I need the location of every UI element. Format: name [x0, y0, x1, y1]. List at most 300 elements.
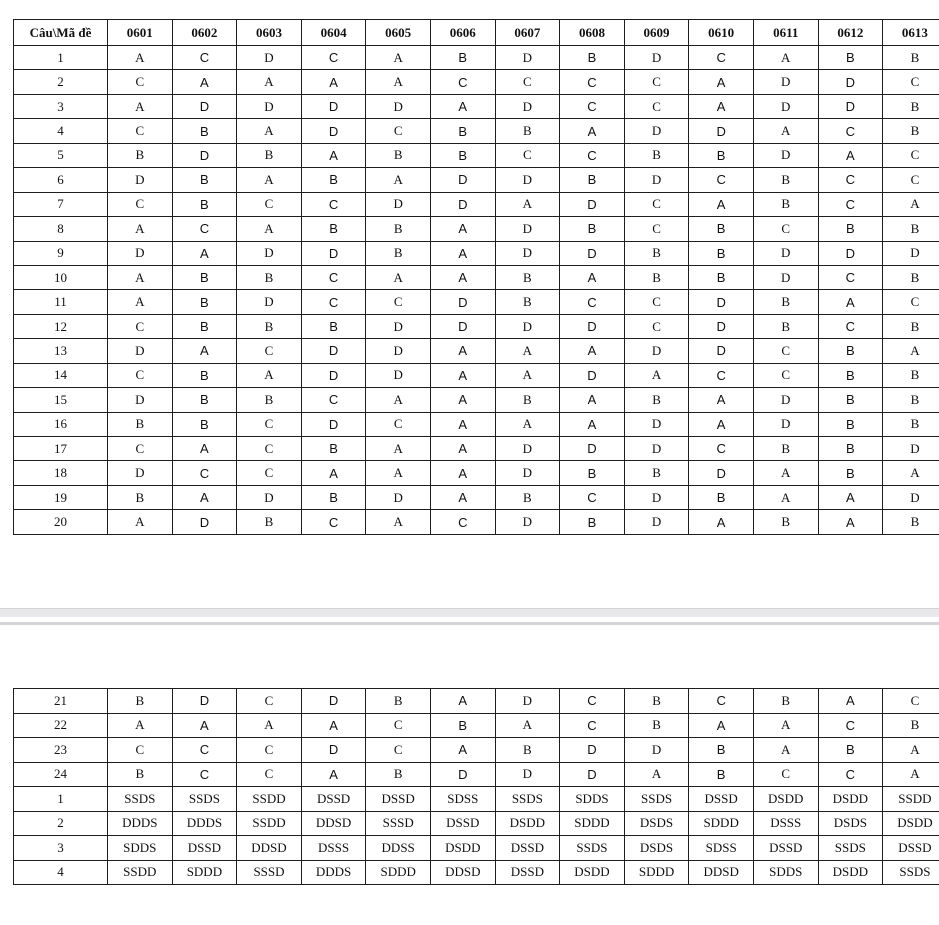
answer-cell: A	[237, 70, 302, 94]
answer-cell: B	[560, 217, 625, 241]
question-number: 14	[14, 363, 108, 387]
exam-code-header: 0605	[366, 20, 431, 46]
answer-cell: C	[753, 762, 818, 787]
question-number: 24	[14, 762, 108, 787]
answer-cell: D	[301, 738, 366, 763]
answer-cell: DSSD	[883, 836, 939, 861]
answer-cell: B	[495, 485, 560, 509]
answer-table-bottom	[13, 688, 939, 885]
question-number: 11	[14, 290, 108, 314]
answer-cell: B	[689, 217, 754, 241]
answer-cell: D	[495, 241, 560, 265]
answer-cell: D	[366, 485, 431, 509]
answer-cell: C	[689, 689, 754, 714]
answer-cell: A	[430, 241, 495, 265]
answer-cell: C	[560, 689, 625, 714]
answer-cell: A	[818, 143, 883, 167]
answer-cell: D	[366, 339, 431, 363]
question-number: 4	[14, 119, 108, 143]
answer-cell: B	[172, 388, 237, 412]
question-number: 6	[14, 168, 108, 192]
answer-cell: B	[883, 119, 939, 143]
answer-cell: D	[560, 314, 625, 338]
answer-cell: SDSS	[430, 787, 495, 812]
answer-cell: D	[818, 70, 883, 94]
answer-cell: SSDS	[818, 836, 883, 861]
answer-cell: C	[108, 192, 173, 216]
answer-cell: B	[624, 461, 689, 485]
answer-cell: D	[495, 168, 560, 192]
answer-cell: C	[883, 689, 939, 714]
answer-cell: C	[366, 290, 431, 314]
answer-cell: B	[624, 689, 689, 714]
table-row	[14, 836, 939, 861]
answer-cell: D	[753, 70, 818, 94]
table-row	[14, 143, 939, 167]
answer-cell: A	[495, 412, 560, 436]
answer-cell: B	[560, 510, 625, 534]
answer-cell: B	[624, 388, 689, 412]
answer-cell: D	[495, 46, 560, 70]
answer-cell: B	[624, 713, 689, 738]
answer-cell: D	[883, 485, 939, 509]
answer-cell: A	[108, 94, 173, 118]
answer-cell: A	[495, 363, 560, 387]
answer-cell: A	[818, 510, 883, 534]
exam-code-header: 0609	[624, 20, 689, 46]
answer-cell: D	[753, 388, 818, 412]
answer-cell: C	[172, 217, 237, 241]
answer-cell: B	[495, 290, 560, 314]
answer-cell: SSSD	[237, 860, 302, 885]
question-number: 12	[14, 314, 108, 338]
answer-cell: A	[883, 192, 939, 216]
answer-cell: D	[237, 485, 302, 509]
answer-cell: C	[818, 265, 883, 289]
answer-cell: D	[883, 437, 939, 461]
answer-cell: C	[495, 143, 560, 167]
corner-header: Câu\Mã đề	[14, 20, 108, 46]
answer-cell: A	[366, 388, 431, 412]
answer-cell: C	[366, 412, 431, 436]
answer-cell: C	[818, 168, 883, 192]
answer-cell: C	[366, 713, 431, 738]
answer-rows-top	[14, 46, 939, 535]
answer-cell: B	[430, 46, 495, 70]
question-number: 7	[14, 192, 108, 216]
answer-cell: B	[560, 46, 625, 70]
answer-cell: C	[560, 143, 625, 167]
answer-cell: B	[172, 314, 237, 338]
table-row	[14, 689, 939, 714]
answer-cell: A	[430, 461, 495, 485]
answer-cell: D	[624, 119, 689, 143]
answer-cell: D	[108, 339, 173, 363]
answer-cell: D	[237, 241, 302, 265]
answer-cell: DSSD	[753, 836, 818, 861]
answer-cell: D	[430, 762, 495, 787]
answer-cell: D	[495, 461, 560, 485]
answer-cell: D	[366, 314, 431, 338]
answer-cell: B	[689, 485, 754, 509]
answer-cell: DDDS	[108, 811, 173, 836]
answer-cell: A	[430, 738, 495, 763]
answer-cell: A	[237, 713, 302, 738]
table-row	[14, 168, 939, 192]
answer-cell: C	[301, 388, 366, 412]
answer-rows-bottom	[14, 689, 939, 885]
answer-cell: D	[753, 143, 818, 167]
answer-cell: C	[108, 738, 173, 763]
answer-cell: D	[108, 241, 173, 265]
answer-cell: B	[818, 339, 883, 363]
answer-cell: B	[366, 241, 431, 265]
answer-cell: B	[366, 689, 431, 714]
answer-cell: SSDS	[495, 787, 560, 812]
table-row	[14, 363, 939, 387]
answer-cell: B	[883, 388, 939, 412]
answer-cell: B	[883, 314, 939, 338]
answer-cell: B	[689, 738, 754, 763]
table-row	[14, 461, 939, 485]
answer-cell: C	[624, 217, 689, 241]
answer-cell: C	[366, 119, 431, 143]
answer-cell: B	[818, 461, 883, 485]
answer-cell: A	[560, 412, 625, 436]
answer-cell: B	[172, 119, 237, 143]
answer-cell: D	[495, 217, 560, 241]
answer-cell: A	[366, 510, 431, 534]
answer-cell: A	[883, 762, 939, 787]
answer-cell: C	[883, 70, 939, 94]
answer-cell: D	[108, 168, 173, 192]
answer-cell: D	[366, 363, 431, 387]
answer-cell: A	[108, 265, 173, 289]
answer-cell: SDSS	[689, 836, 754, 861]
answer-cell: C	[624, 94, 689, 118]
answer-cell: A	[883, 461, 939, 485]
answer-cell: DSDS	[818, 811, 883, 836]
answer-cell: A	[689, 412, 754, 436]
answer-cell: C	[237, 738, 302, 763]
answer-cell: A	[108, 290, 173, 314]
answer-cell: D	[624, 412, 689, 436]
answer-cell: A	[172, 437, 237, 461]
table-row	[14, 46, 939, 70]
answer-cell: B	[172, 168, 237, 192]
answer-cell: B	[301, 168, 366, 192]
question-number: 9	[14, 241, 108, 265]
answer-cell: SDDD	[172, 860, 237, 885]
answer-cell: A	[689, 510, 754, 534]
answer-cell: DSDD	[430, 836, 495, 861]
answer-cell: D	[495, 762, 560, 787]
answer-cell: A	[172, 339, 237, 363]
answer-cell: A	[430, 485, 495, 509]
answer-cell: C	[237, 762, 302, 787]
answer-cell: D	[624, 485, 689, 509]
answer-cell: B	[624, 143, 689, 167]
answer-cell: D	[560, 762, 625, 787]
answer-cell: B	[172, 192, 237, 216]
answer-cell: D	[689, 314, 754, 338]
answer-cell: D	[430, 290, 495, 314]
answer-cell: A	[430, 412, 495, 436]
answer-cell: B	[108, 412, 173, 436]
question-number: 13	[14, 339, 108, 363]
answer-cell: A	[301, 461, 366, 485]
answer-cell: B	[689, 143, 754, 167]
answer-cell: B	[301, 437, 366, 461]
answer-cell: B	[818, 46, 883, 70]
answer-cell: A	[301, 713, 366, 738]
answer-cell: C	[560, 713, 625, 738]
answer-cell: D	[818, 241, 883, 265]
answer-cell: C	[237, 461, 302, 485]
answer-cell: D	[560, 192, 625, 216]
answer-cell: B	[689, 762, 754, 787]
answer-cell: B	[366, 217, 431, 241]
answer-cell: D	[108, 388, 173, 412]
answer-cell: A	[689, 94, 754, 118]
answer-cell: A	[689, 713, 754, 738]
answer-cell: D	[495, 94, 560, 118]
answer-cell: SDDS	[560, 787, 625, 812]
question-number: 22	[14, 713, 108, 738]
answer-cell: C	[237, 192, 302, 216]
question-number: 4	[14, 860, 108, 885]
answer-cell: C	[753, 339, 818, 363]
answer-cell: DDSD	[689, 860, 754, 885]
table-row	[14, 241, 939, 265]
answer-cell: SDDS	[753, 860, 818, 885]
answer-cell: B	[237, 510, 302, 534]
answer-cell: B	[883, 510, 939, 534]
answer-cell: B	[237, 143, 302, 167]
answer-cell: D	[172, 94, 237, 118]
answer-cell: D	[624, 168, 689, 192]
answer-cell: D	[689, 119, 754, 143]
answer-cell: A	[430, 437, 495, 461]
answer-cell: DSSS	[301, 836, 366, 861]
answer-cell: A	[430, 339, 495, 363]
table-row	[14, 192, 939, 216]
answer-cell: SDDD	[624, 860, 689, 885]
answer-cell: C	[560, 70, 625, 94]
answer-cell: SSDD	[237, 787, 302, 812]
question-number: 19	[14, 485, 108, 509]
answer-cell: B	[366, 143, 431, 167]
answer-cell: A	[689, 192, 754, 216]
answer-cell: SSSD	[366, 811, 431, 836]
answer-cell: C	[237, 437, 302, 461]
answer-cell: DSSD	[430, 811, 495, 836]
page-separator-line	[0, 622, 939, 625]
answer-cell: A	[753, 119, 818, 143]
answer-cell: A	[172, 241, 237, 265]
answer-cell: B	[430, 119, 495, 143]
answer-cell: B	[237, 314, 302, 338]
answer-cell: DSDD	[883, 811, 939, 836]
answer-cell: D	[560, 241, 625, 265]
answer-cell: A	[753, 738, 818, 763]
answer-cell: C	[301, 265, 366, 289]
answer-cell: A	[172, 713, 237, 738]
answer-cell: SSDS	[108, 787, 173, 812]
answer-cell: C	[108, 119, 173, 143]
answer-cell: C	[108, 363, 173, 387]
exam-code-header: 0601	[108, 20, 173, 46]
answer-cell: D	[301, 363, 366, 387]
answer-cell: DSSD	[495, 860, 560, 885]
exam-code-header: 0603	[237, 20, 302, 46]
answer-cell: DDSS	[366, 836, 431, 861]
answer-cell: C	[366, 738, 431, 763]
answer-cell: D	[301, 241, 366, 265]
answer-cell: B	[753, 168, 818, 192]
table-row	[14, 339, 939, 363]
exam-code-header: 0602	[172, 20, 237, 46]
answer-cell: SDDD	[689, 811, 754, 836]
answer-cell: D	[753, 241, 818, 265]
answer-cell: D	[108, 461, 173, 485]
answer-table-top	[13, 19, 939, 535]
answer-cell: B	[495, 265, 560, 289]
answer-cell: C	[753, 363, 818, 387]
question-number: 15	[14, 388, 108, 412]
answer-cell: B	[430, 143, 495, 167]
table-row	[14, 860, 939, 885]
answer-cell: C	[560, 485, 625, 509]
answer-cell: DSDS	[624, 811, 689, 836]
answer-cell: C	[818, 314, 883, 338]
answer-cell: A	[818, 290, 883, 314]
answer-cell: D	[237, 290, 302, 314]
answer-cell: B	[172, 290, 237, 314]
answer-cell: SSDD	[237, 811, 302, 836]
answer-cell: B	[818, 388, 883, 412]
answer-cell: B	[366, 762, 431, 787]
answer-cell: DSSD	[172, 836, 237, 861]
answer-cell: A	[430, 94, 495, 118]
answer-cell: D	[689, 290, 754, 314]
answer-cell: B	[172, 363, 237, 387]
answer-cell: B	[301, 485, 366, 509]
answer-cell: DSSD	[366, 787, 431, 812]
answer-cell: DDSD	[237, 836, 302, 861]
question-number: 17	[14, 437, 108, 461]
answer-cell: D	[495, 510, 560, 534]
answer-cell: A	[818, 485, 883, 509]
answer-cell: A	[560, 119, 625, 143]
answer-cell: C	[108, 314, 173, 338]
table-row	[14, 412, 939, 436]
answer-cell: C	[237, 689, 302, 714]
answer-cell: B	[172, 412, 237, 436]
answer-cell: D	[430, 314, 495, 338]
answer-cell: A	[818, 689, 883, 714]
answer-cell: A	[108, 510, 173, 534]
answer-cell: D	[560, 738, 625, 763]
table-row	[14, 119, 939, 143]
answer-cell: C	[883, 168, 939, 192]
answer-cell: C	[495, 70, 560, 94]
question-number: 1	[14, 787, 108, 812]
question-number: 16	[14, 412, 108, 436]
answer-cell: B	[883, 265, 939, 289]
answer-cell: DDSD	[430, 860, 495, 885]
answer-cell: B	[883, 217, 939, 241]
answer-cell: B	[301, 314, 366, 338]
answer-cell: DSDS	[624, 836, 689, 861]
answer-cell: A	[366, 461, 431, 485]
answer-cell: B	[301, 217, 366, 241]
answer-cell: D	[624, 510, 689, 534]
answer-cell: A	[560, 339, 625, 363]
answer-cell: SSDS	[624, 787, 689, 812]
answer-cell: B	[753, 689, 818, 714]
exam-code-header: 0608	[560, 20, 625, 46]
answer-cell: SSDS	[560, 836, 625, 861]
answer-cell: C	[689, 168, 754, 192]
answer-cell: A	[237, 363, 302, 387]
answer-cell: A	[366, 46, 431, 70]
question-number: 20	[14, 510, 108, 534]
answer-cell: A	[883, 738, 939, 763]
answer-cell: D	[495, 314, 560, 338]
answer-cell: C	[818, 192, 883, 216]
answer-cell: B	[883, 412, 939, 436]
question-number: 21	[14, 689, 108, 714]
answer-cell: DDDS	[301, 860, 366, 885]
answer-cell: C	[172, 461, 237, 485]
answer-cell: DSSS	[753, 811, 818, 836]
answer-cell: DSDD	[753, 787, 818, 812]
answer-cell: C	[753, 217, 818, 241]
answer-cell: A	[430, 217, 495, 241]
answer-cell: B	[883, 363, 939, 387]
answer-cell: A	[430, 689, 495, 714]
answer-cell: D	[301, 412, 366, 436]
answer-cell: D	[172, 689, 237, 714]
answer-cell: A	[366, 70, 431, 94]
answer-cell: DDSD	[301, 811, 366, 836]
answer-cell: A	[689, 70, 754, 94]
answer-cell: C	[430, 510, 495, 534]
answer-cell: D	[624, 738, 689, 763]
answer-cell: B	[689, 241, 754, 265]
answer-cell: A	[883, 339, 939, 363]
answer-cell: B	[624, 241, 689, 265]
answer-cell: C	[237, 339, 302, 363]
answer-cell: A	[560, 265, 625, 289]
answer-cell: B	[237, 388, 302, 412]
answer-cell: SDDD	[366, 860, 431, 885]
answer-cell: C	[818, 713, 883, 738]
answer-cell: DSSD	[301, 787, 366, 812]
answer-cell: B	[108, 485, 173, 509]
answer-cell: SSDS	[883, 860, 939, 885]
answer-cell: A	[366, 437, 431, 461]
answer-cell: C	[883, 290, 939, 314]
answer-cell: C	[108, 70, 173, 94]
answer-cell: B	[753, 510, 818, 534]
table-row	[14, 265, 939, 289]
answer-cell: SSDD	[883, 787, 939, 812]
answer-cell: DSDD	[560, 860, 625, 885]
answer-cell: D	[560, 363, 625, 387]
answer-cell: A	[753, 713, 818, 738]
